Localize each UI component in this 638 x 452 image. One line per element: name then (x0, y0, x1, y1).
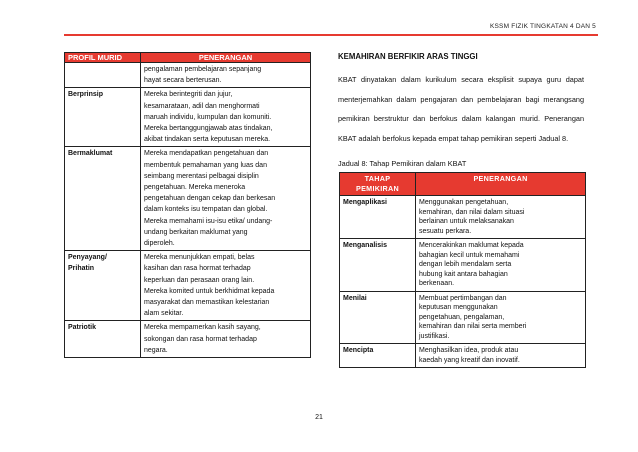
row-label: Menganalisis (340, 239, 416, 292)
description-line: hayat secara berterusan. (144, 77, 222, 85)
description-line: dalam konteks isu tempatan dan global. (144, 206, 268, 214)
row-label: Penyayang/ Prihatin (65, 251, 141, 321)
row-label: Bermaklumat (65, 147, 141, 251)
table-row (340, 344, 586, 368)
description-line: diperoleh. (144, 240, 175, 248)
row-description (416, 239, 586, 292)
description-line: pengalaman pembelajaran sepanjang (144, 66, 262, 73)
description-line: Mencerakinkan maklumat kepada (419, 242, 524, 249)
row-description (141, 147, 311, 251)
description-line: Mereka memahami isu-isu etika/ undang- (144, 217, 273, 225)
table-caption: Jadual 8: Tahap Pemikiran dalam KBAT (338, 159, 467, 168)
description-line: Mereka mendapatkan pengetahuan dan (144, 150, 269, 158)
description-line: maruah individu, kumpulan dan komuniti. (144, 113, 272, 121)
description-line: bahagian kecil untuk memahami (419, 251, 520, 259)
description-line: Mereka komited untuk berkhidmat kepada (144, 287, 275, 295)
table-row (65, 63, 311, 88)
description-line: kasihan dan rasa hormat terhadap (144, 265, 251, 273)
row-label: Patriotik (65, 321, 141, 358)
description-line: Mereka berintegriti dan jujur, (144, 91, 233, 99)
description-line: sokongan dan rasa hormat terhadap (144, 335, 257, 343)
student-profile-body (65, 63, 311, 358)
description-line: Mereka mempamerkan kasih sayang, (144, 324, 261, 332)
col-header-level: TAHAP PEMIKIRAN (340, 173, 416, 196)
description-line: pengetahuan, pengalaman, (419, 313, 505, 321)
description-line: membentuk pemahaman yang luas dan (144, 161, 267, 169)
col-header-description: PENERANGAN (141, 53, 311, 63)
row-description (141, 251, 311, 321)
description-line: Mereka bertanggungjawab atas tindakan, (144, 125, 273, 133)
row-label (65, 63, 141, 88)
thinking-levels-body (340, 196, 586, 368)
row-description (416, 344, 586, 368)
row-description (141, 63, 311, 88)
row-label: Mengaplikasi (340, 196, 416, 239)
description-line: pengetahuan dengan cekap dan berkesan (144, 195, 276, 203)
description-line: kaedah yang kreatif dan inovatif. (419, 356, 520, 364)
row-description (141, 321, 311, 358)
table-row (65, 88, 311, 147)
description-line: sesuatu perkara. (419, 227, 472, 235)
description-line: pengetahuan. Mereka meneroka (144, 184, 246, 192)
description-line: berlainan untuk melaksanakan (419, 218, 514, 225)
col-header-description: PENERANGAN (416, 173, 586, 196)
running-header: KSSM FIZIK TINGKATAN 4 DAN 5 (489, 23, 596, 30)
description-line: keperluan dan perasaan orang lain. (144, 276, 255, 284)
description-line: Membuat pertimbangan dan (419, 294, 507, 302)
header-rule (64, 34, 598, 36)
thinking-levels-table (339, 172, 586, 368)
description-line: seimbang merentasi pelbagai disiplin (144, 172, 259, 180)
description-line: masyarakat dan memastikan kelestarian (144, 299, 270, 307)
table-row (65, 147, 311, 251)
description-line: Menggunakan pengetahuan, (419, 199, 509, 206)
row-label: Menilai (340, 291, 416, 344)
description-line: dengan lebih mendalam serta (419, 261, 512, 268)
description-line: kemahiran, dan nilai dalam situasi (419, 208, 525, 216)
row-label: Berprinsip (65, 88, 141, 147)
description-line: Mereka menunjukkan empati, belas (144, 254, 255, 262)
description-line: alam sekitar. (144, 310, 184, 318)
description-line: berkenaan. (419, 280, 455, 287)
description-line: keputusan menggunakan (419, 304, 498, 311)
description-line: hubung kait antara bahagian (419, 270, 508, 278)
description-line: kesamarataan, adil dan menghormati (144, 102, 260, 110)
table-row (340, 291, 586, 344)
description-line: justifikasi. (419, 332, 450, 340)
section-title: KEMAHIRAN BERFIKIR ARAS TINGGI (338, 52, 478, 61)
description-line: undang berkaitan maklumat yang (144, 228, 248, 236)
description-line: negara. (144, 346, 168, 354)
student-profile-table (64, 52, 311, 358)
section-paragraph: KBAT dinyatakan dalam kurikulum secara eksplisit supaya guru dapat menterjemahkan dalam pengajaran dan pembelajaran bagi merangsang pemikiran berstruktur dan berfokus dalam kalangan murid. Penerangan KBAT adalah berfokus kepada empat tahap pemikiran seperti Jadual 8. (338, 75, 584, 143)
description-line: kemahiran dan nilai serta memberi (419, 323, 527, 330)
table-row (340, 239, 586, 292)
table-row (65, 251, 311, 321)
row-description (141, 88, 311, 147)
description-line: akibat tindakan serta keputusan mereka. (144, 136, 271, 144)
row-label: Mencipta (340, 344, 416, 368)
table-row (340, 196, 586, 239)
row-description (416, 291, 586, 344)
description-line: Menghasilkan idea, produk atau (419, 347, 519, 354)
row-description (416, 196, 586, 239)
page-number: 21 (315, 414, 323, 421)
col-header-profile: PROFIL MURID (65, 53, 141, 63)
table-row (65, 321, 311, 358)
